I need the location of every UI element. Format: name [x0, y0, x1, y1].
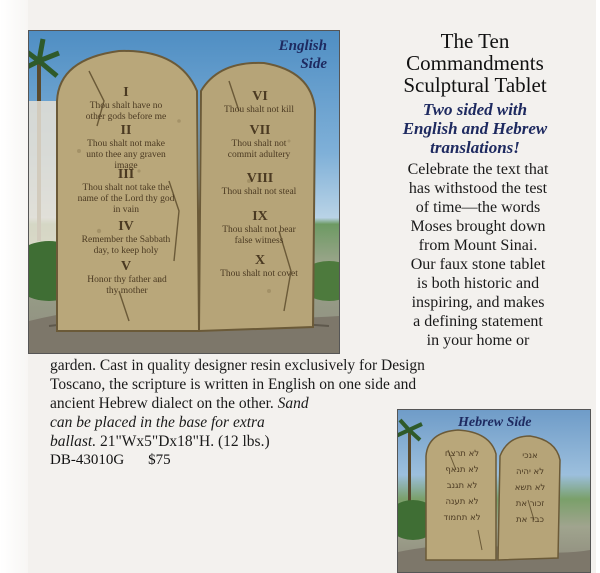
commandment-text: Thou shalt not covet	[220, 269, 298, 279]
english-side-label: English Side	[278, 38, 327, 72]
commandment-numeral: X	[254, 253, 266, 268]
product-description-column: Celebrate the text that has withstood the test of time—the words Moses brought down from Mount Sinai. Our faux stone tablet is both historic and inspiring, and makes a defining statement in your home or	[407, 161, 549, 349]
building-shape	[29, 101, 59, 251]
commandment-numeral: III	[117, 167, 135, 182]
hebrew-commandments-left: לא תרצח לא תנאף לא תגנב לא תענה לא תחמוד	[443, 449, 481, 523]
hebrew-side-label: Hebrew Side	[458, 415, 532, 430]
product-photo-hebrew-side	[397, 409, 591, 573]
commandment-text: Remember the Sabbath day, to keep holy	[81, 235, 171, 256]
hebrew-tablet-illustration	[398, 410, 590, 572]
sku-price-line	[50, 452, 171, 469]
commandment-text: Thou shalt not kill	[224, 105, 294, 115]
commandment-numeral: VII	[249, 123, 271, 138]
commandment-text: Thou shalt not commit adultery	[227, 139, 291, 160]
commandment-numeral: V	[120, 259, 132, 274]
product-description-wide: garden. Cast in quality designer resin exclusively for Design Toscano, the scripture is written in English on one side and ancient Hebrew dialect on the other. Sand can be placed in the base for extra ballast. 21"Wx5"Dx18"H. (12 lbs.)	[50, 357, 425, 450]
commandment-text: Thou shalt not steal	[221, 187, 297, 197]
product-price: $75	[148, 452, 171, 468]
scan-edge	[0, 0, 28, 573]
commandment-numeral: IV	[118, 219, 134, 234]
product-sku: DB-43010G	[50, 452, 125, 468]
commandment-numeral: II	[120, 123, 132, 138]
product-subtitle: Two sided with English and Hebrew translations!	[402, 100, 548, 157]
product-photo-english-side	[28, 30, 340, 354]
commandment-text: Thou shalt not take the name of the Lord thy god in vain	[77, 183, 175, 215]
commandment-text: Honor thy father and thy mother	[87, 275, 167, 296]
product-dimensions: 21"Wx5"Dx18"H. (12 lbs.)	[99, 433, 270, 450]
commandment-text: Thou shalt not bear false witness	[222, 225, 296, 246]
commandment-numeral: I	[123, 85, 129, 100]
commandment-numeral: VI	[252, 89, 268, 104]
commandment-text: Thou shalt not make unto thee any graven image	[86, 139, 166, 171]
commandment-text: Thou shalt have no other gods before me	[85, 101, 167, 122]
commandment-numeral: IX	[252, 209, 268, 224]
commandment-numeral: VIII	[246, 171, 274, 186]
hebrew-commandments-right: אנכי לא יהיה לא תשא זכור את כבד את	[514, 451, 546, 525]
product-title: The Ten Commandments Sculptural Tablet	[403, 29, 547, 97]
